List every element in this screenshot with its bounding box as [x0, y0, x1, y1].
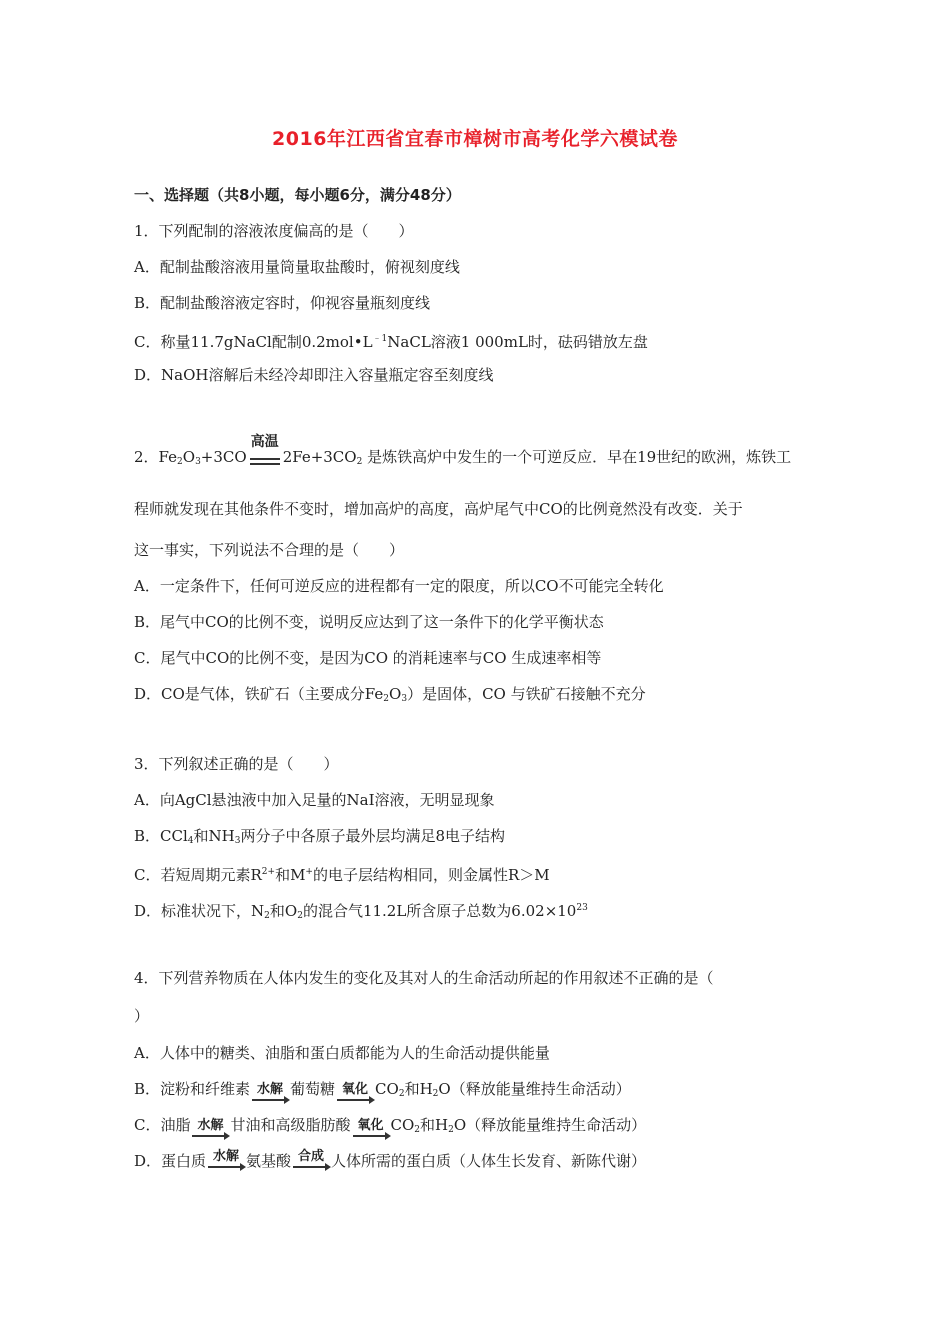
reaction-arrow-icon: 水解 [251, 1083, 289, 1105]
q4-option-c: C．油脂 水解 甘油和高级脂肪酸 氧化 $CO_2$和$H_2O$（释放能量维持生命活动） [134, 1114, 646, 1141]
q2-option-c: C．尾气中CO的比例不变，是因为CO 的消耗速率与CO 生成速率相等 [134, 649, 602, 667]
q1-stem: 1．下列配制的溶液浓度偏高的是（ ） [134, 222, 414, 240]
q4-stem-line2: ） [134, 1007, 150, 1025]
q3-stem: 3．下列叙述正确的是（ ） [134, 755, 339, 773]
q4-option-a: A．人体中的糖类、油脂和蛋白质都能为人的生命活动提供能量 [134, 1044, 550, 1062]
q3-option-c: C．若短周期元素$R^{2+}$和M+的电子层结构相同，则金属性R＞M [134, 866, 550, 884]
q3-option-a: A．向AgCl悬浊液中加入足量的NaI溶液，无明显现象 [134, 791, 495, 809]
q2-stem-line3: 这一事实，下列说法不合理的是（ ） [134, 541, 405, 559]
q3-option-d: D．标准状况下，$N_2$和$O_2$的混合气11.2L所含原子总数为$6.02\times 10^{23}$ [134, 902, 588, 921]
q2-stem-line1: 2．$Fe_2O_3+3CO$ 高温 $2Fe+3CO_2$ 是炼铁高炉中发生的一个可逆反应．早在19世纪的欧洲，炼铁工 [134, 446, 791, 473]
reaction-arrow-icon: 合成 [292, 1150, 330, 1172]
reaction-arrow-icon: 水解 [191, 1119, 229, 1141]
reversible-arrow-icon: 高温 [248, 451, 282, 473]
section-heading: 一、选择题（共8小题，每小题6分，满分48分） [134, 186, 461, 204]
reaction-arrow-icon: 氧化 [336, 1083, 374, 1105]
q2-option-d: D．CO是气体，铁矿石（主要成分$Fe_2O_3$）是固体，CO 与铁矿石接触不充分 [134, 685, 646, 704]
q2-option-a: A．一定条件下，任何可逆反应的进程都有一定的限度，所以CO不可能完全转化 [134, 577, 664, 595]
q2-option-b: B．尾气中CO的比例不变，说明反应达到了这一条件下的化学平衡状态 [134, 613, 604, 631]
q1-option-c: C．称量11.7gNaCl配制$0.2mol•L^{﹣1}NaCL$溶液1 000mL时，砝码错放左盘 [134, 333, 648, 351]
q4-option-d: D．蛋白质 水解 氨基酸 合成 人体所需的蛋白质（人体生长发育、新陈代谢） [134, 1149, 647, 1170]
q3-option-b: B．CCl$_4$和$NH_3$两分子中各原子最外层均满足8电子结构 [134, 827, 506, 846]
q1-option-b: B．配制盐酸溶液定容时，仰视容量瓶刻度线 [134, 294, 431, 312]
q1-option-d: D．NaOH溶解后未经冷却即注入容量瓶定容至刻度线 [134, 366, 494, 384]
q4-option-b: B．淀粉和纤维素 水解 葡萄糖 氧化 $CO_2$和$H_2O$（释放能量维持生命活动） [134, 1078, 631, 1105]
q1-option-a: A．配制盐酸溶液用量筒量取盐酸时，俯视刻度线 [134, 258, 460, 276]
reaction-arrow-icon: 水解 [207, 1150, 245, 1172]
page-title: 2016年江西省宜春市樟树市高考化学六模试卷 [272, 128, 678, 150]
q2-stem-line2: 程师就发现在其他条件不变时，增加高炉的高度，高炉尾气中CO的比例竟然没有改变．关于 [134, 500, 743, 518]
reaction-arrow-icon: 氧化 [352, 1119, 390, 1141]
q4-stem-line1: 4．下列营养物质在人体内发生的变化及其对人的生命活动所起的作用叙述不正确的是（ [134, 969, 714, 987]
